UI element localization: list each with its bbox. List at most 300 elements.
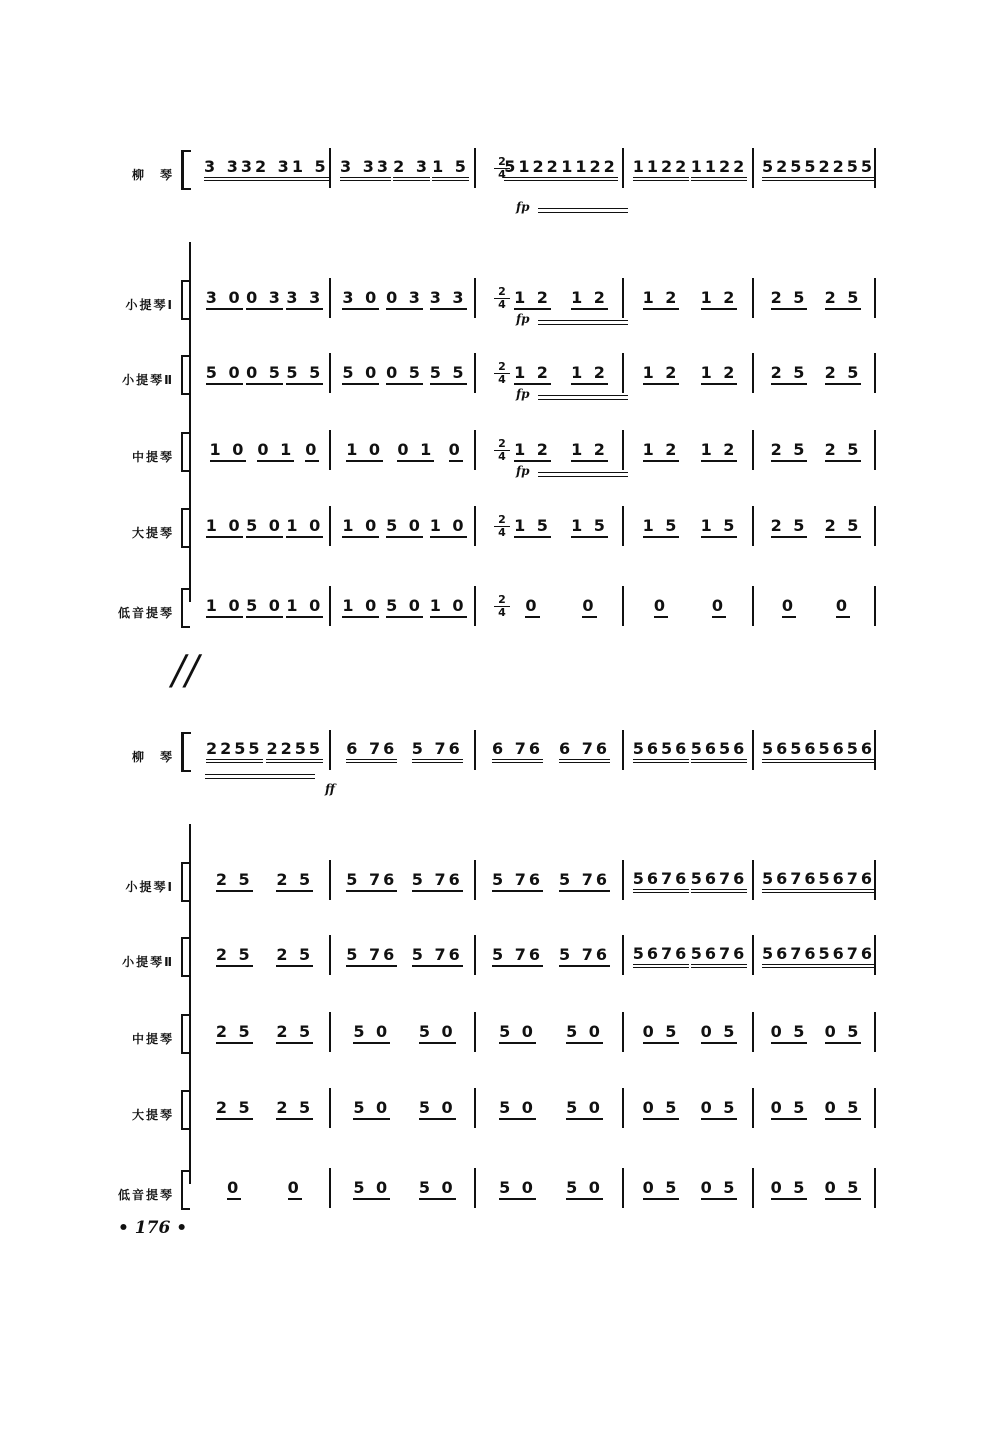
measure: [339, 1084, 470, 1134]
instrument-label: 柳 琴: [131, 750, 174, 764]
note-group: 0 5: [771, 1022, 808, 1044]
barline: [329, 506, 331, 546]
staff-bracket: [181, 150, 191, 190]
note-group: 1 2: [643, 440, 680, 462]
time-signature: [494, 438, 510, 463]
measure: [632, 349, 748, 399]
staff-row: [0, 842, 990, 902]
measure: [204, 349, 325, 399]
measure: [762, 931, 876, 981]
score-system-1: [0, 130, 990, 620]
note-group: 2 3: [255, 157, 292, 181]
barline: [752, 148, 754, 188]
barline: [752, 860, 754, 900]
measure: [484, 1084, 618, 1134]
barline: [622, 148, 624, 188]
instrument-label: 低音提琴: [117, 606, 174, 620]
note-group: 0: [525, 596, 539, 618]
note-group: 0 5: [701, 1178, 738, 1200]
time-signature: [494, 286, 510, 311]
note-group: 0: [582, 596, 596, 618]
note-group: 5676: [819, 944, 876, 968]
note-group: 5 0: [353, 1098, 390, 1120]
note-group: 5122: [504, 157, 561, 181]
note-group: 1122: [561, 157, 618, 181]
note-group: 5 0: [246, 516, 283, 538]
note-group: 3 33: [340, 157, 391, 181]
note-group: 1 5: [292, 157, 329, 181]
note-group: 2255: [266, 739, 323, 763]
score-system-2: [0, 712, 990, 1202]
note-group: 0 5: [246, 363, 283, 385]
note-group: 5656: [762, 739, 819, 763]
note-group: 5676: [819, 869, 876, 893]
note-group: 2 5: [276, 945, 313, 967]
barline: [474, 586, 476, 626]
note-group: 5 0: [566, 1098, 603, 1120]
time-signature-top: 2: [498, 513, 506, 526]
note-group: 5 0: [206, 363, 243, 385]
note-group: 2 5: [276, 870, 313, 892]
note-group: 0 5: [701, 1022, 738, 1044]
note-group: 5 76: [412, 739, 463, 763]
note-group: 1 5: [514, 516, 551, 538]
measure: [339, 1164, 470, 1214]
note-group: 1 2: [643, 288, 680, 310]
time-signature-bottom: 4: [494, 450, 510, 463]
staff-row: [0, 994, 990, 1054]
note-group: 5 5: [286, 363, 323, 385]
measure: [204, 426, 325, 476]
note-group: 5656: [633, 739, 690, 763]
barline: [752, 730, 754, 770]
staff-bracket: [181, 1170, 190, 1210]
barline: [329, 586, 331, 626]
note-group: 5 0: [499, 1098, 536, 1120]
measure: [339, 931, 470, 981]
note-group: 2 5: [276, 1022, 313, 1044]
measure: [762, 1008, 870, 1058]
note-group: 0 5: [701, 1098, 738, 1120]
note-group: 5 76: [412, 945, 463, 967]
note-group: 0: [305, 440, 319, 462]
note-group: 0: [836, 596, 850, 618]
barline: [329, 1012, 331, 1052]
staff-row: [0, 488, 990, 548]
staff-bracket: [181, 508, 190, 548]
staff-bracket: [181, 1090, 190, 1130]
note-group: 5 76: [559, 945, 610, 967]
crescendo-hairpin: [538, 320, 628, 325]
instrument-label: 柳 琴: [131, 168, 174, 182]
measure: [484, 1008, 618, 1058]
note-group: 5676: [691, 869, 748, 893]
barline: [329, 278, 331, 318]
note-group: 1 0: [342, 596, 379, 618]
time-signature: [494, 594, 510, 619]
instrument-label: 中提琴: [131, 450, 174, 464]
measure: [339, 349, 470, 399]
barline: [329, 935, 331, 975]
measure: [762, 144, 876, 194]
measure: [632, 1008, 748, 1058]
barline: [474, 278, 476, 318]
barline: [329, 730, 331, 770]
measure: [484, 856, 618, 906]
staff-bracket: [181, 937, 190, 977]
barline: [622, 730, 624, 770]
note-group: 5 0: [566, 1022, 603, 1044]
measure: [484, 1164, 618, 1214]
note-group: 0 5: [643, 1178, 680, 1200]
measure: [204, 502, 325, 552]
note-group: 1 2: [514, 363, 551, 385]
note-group: 5 0: [566, 1178, 603, 1200]
note-group: 5676: [691, 944, 748, 968]
barline: [329, 148, 331, 188]
barline: [474, 935, 476, 975]
staff-bracket: [181, 432, 190, 472]
crescendo-hairpin: [538, 472, 628, 477]
note-group: 5676: [633, 869, 690, 893]
note-group: 0 5: [771, 1098, 808, 1120]
measure: [504, 144, 618, 194]
note-group: 2 5: [825, 288, 862, 310]
note-group: 5 76: [492, 870, 543, 892]
note-group: 1 2: [643, 363, 680, 385]
measure: [339, 274, 470, 324]
barline: [752, 430, 754, 470]
note-group: 1 0: [210, 440, 247, 462]
measure: [504, 502, 618, 552]
note-group: 1 2: [571, 440, 608, 462]
time-signature-bottom: 4: [494, 168, 510, 181]
measure: [504, 582, 618, 632]
time-signature: [494, 361, 510, 386]
barline: [752, 353, 754, 393]
measure: [204, 931, 325, 981]
note-group: 0 5: [643, 1098, 680, 1120]
barline: [874, 353, 876, 393]
staff-bracket: [181, 355, 190, 395]
note-group: 1 2: [701, 440, 738, 462]
note-group: 5676: [762, 944, 819, 968]
note-group: 5 0: [499, 1022, 536, 1044]
note-group: 1 2: [514, 440, 551, 462]
staff-row: [0, 1150, 990, 1210]
note-group: 0: [288, 1178, 302, 1200]
note-group: 2 5: [216, 1022, 253, 1044]
staff-row: [0, 917, 990, 977]
staff-bracket: [181, 862, 190, 902]
barline: [752, 506, 754, 546]
measure: [762, 856, 876, 906]
note-group: 5 76: [346, 870, 397, 892]
barline: [474, 430, 476, 470]
note-group: 1 5: [643, 516, 680, 538]
note-group: 5656: [691, 739, 748, 763]
measure: [762, 582, 870, 632]
time-signature-bottom: 4: [494, 373, 510, 386]
note-group: 2 5: [216, 870, 253, 892]
measure: [632, 1084, 748, 1134]
measure: [632, 582, 748, 632]
note-group: 6 76: [559, 739, 610, 763]
instrument-label: 大提琴: [131, 1108, 174, 1122]
note-group: 5 76: [492, 945, 543, 967]
note-group: 5 0: [419, 1098, 456, 1120]
time-signature-top: 2: [498, 285, 506, 298]
staff-row: [0, 335, 990, 401]
dynamic-ff: ff: [325, 782, 335, 796]
instrument-label: 小提琴Ⅰ: [125, 298, 174, 312]
barline: [329, 353, 331, 393]
barline: [622, 430, 624, 470]
barline: [874, 1168, 876, 1208]
measure: [204, 144, 329, 194]
instrument-label: 中提琴: [131, 1032, 174, 1046]
barline: [474, 860, 476, 900]
staff-row: [0, 568, 990, 628]
barline: [752, 1012, 754, 1052]
measure: [762, 1164, 870, 1214]
note-group: 5 0: [353, 1022, 390, 1044]
measure: [762, 426, 870, 476]
note-group: 5 76: [559, 870, 610, 892]
note-group: 1 0: [206, 596, 243, 618]
note-group: 3 0: [342, 288, 379, 310]
note-group: 1 0: [346, 440, 383, 462]
note-group: 1 0: [430, 516, 467, 538]
instrument-label: 低音提琴: [117, 1188, 174, 1202]
note-group: 2 5: [825, 440, 862, 462]
measure: [632, 274, 748, 324]
note-group: 3 3: [286, 288, 323, 310]
staff-row: [0, 1070, 990, 1130]
note-group: 6 76: [492, 739, 543, 763]
crescendo-hairpin: [205, 774, 315, 779]
note-group: 1 0: [430, 596, 467, 618]
crescendo-hairpin: [538, 395, 628, 400]
note-group: 5 76: [412, 870, 463, 892]
note-group: 5 0: [386, 516, 423, 538]
time-signature-top: 2: [498, 360, 506, 373]
barline: [474, 353, 476, 393]
note-group: 0 1: [257, 440, 294, 462]
note-group: 1 2: [701, 363, 738, 385]
note-group: 5 0: [353, 1178, 390, 1200]
measure: [762, 502, 870, 552]
note-group: 0: [782, 596, 796, 618]
barline: [622, 935, 624, 975]
note-group: 1 0: [342, 516, 379, 538]
barline: [474, 1012, 476, 1052]
barline: [752, 278, 754, 318]
measure: [484, 931, 618, 981]
note-group: 1122: [633, 157, 690, 181]
note-group: 2255: [819, 157, 876, 181]
note-group: 3 0: [206, 288, 243, 310]
barline: [622, 353, 624, 393]
barline: [474, 730, 476, 770]
staff-bracket: [181, 588, 190, 628]
note-group: 5676: [633, 944, 690, 968]
measure: [339, 502, 470, 552]
note-group: 0: [449, 440, 463, 462]
staff-row: [0, 712, 990, 796]
barline: [752, 1168, 754, 1208]
barline: [474, 1168, 476, 1208]
measure: [339, 582, 470, 632]
note-group: 5676: [762, 869, 819, 893]
note-group: 2255: [206, 739, 263, 763]
measure: [632, 144, 748, 194]
measure: [339, 426, 470, 476]
measure: [632, 1164, 748, 1214]
measure: [632, 931, 748, 981]
measure: [632, 726, 748, 776]
time-signature: [494, 514, 510, 539]
note-group: 0 3: [386, 288, 423, 310]
note-group: 5255: [762, 157, 819, 181]
note-group: 1 0: [286, 596, 323, 618]
barline: [622, 586, 624, 626]
measure: [339, 144, 470, 194]
note-group: 0 5: [825, 1178, 862, 1200]
note-group: 6 76: [346, 739, 397, 763]
note-group: 0 5: [386, 363, 423, 385]
note-group: 1 2: [571, 363, 608, 385]
dynamic-fp: fp: [516, 200, 530, 214]
measure: [632, 426, 748, 476]
note-group: 0: [227, 1178, 241, 1200]
note-group: 2 5: [825, 363, 862, 385]
note-group: 1 5: [432, 157, 469, 181]
barline: [329, 1088, 331, 1128]
time-signature-bottom: 4: [494, 526, 510, 539]
note-group: 0 5: [825, 1098, 862, 1120]
measure: [484, 726, 618, 776]
note-group: 1 0: [206, 516, 243, 538]
dynamic-fp: fp: [516, 387, 530, 401]
note-group: 0: [712, 596, 726, 618]
instrument-label: 小提琴Ⅱ: [122, 373, 174, 387]
barline: [752, 586, 754, 626]
measure: [204, 1164, 325, 1214]
measure: [339, 726, 470, 776]
staff-bracket: [181, 732, 191, 772]
note-group: 2 5: [771, 516, 808, 538]
note-group: 0 1: [397, 440, 434, 462]
measure: [204, 274, 325, 324]
measure: [204, 1008, 325, 1058]
note-group: 2 5: [771, 440, 808, 462]
note-group: 2 5: [771, 288, 808, 310]
note-group: 0 5: [825, 1022, 862, 1044]
barline: [752, 935, 754, 975]
time-signature-bottom: 4: [494, 298, 510, 311]
barline: [622, 1012, 624, 1052]
note-group: 1 2: [571, 288, 608, 310]
note-group: 2 5: [771, 363, 808, 385]
barline: [752, 1088, 754, 1128]
barline: [622, 278, 624, 318]
note-group: 5 0: [499, 1178, 536, 1200]
instrument-label: 大提琴: [131, 526, 174, 540]
staff-bracket: [181, 280, 190, 320]
time-signature-bottom: 4: [494, 606, 510, 619]
note-group: 1 0: [286, 516, 323, 538]
time-signature-top: 2: [498, 437, 506, 450]
measure: [762, 1084, 870, 1134]
barline: [874, 506, 876, 546]
staff-row: [0, 260, 990, 326]
page-number: • 176 •: [118, 1218, 188, 1238]
note-group: 1 5: [701, 516, 738, 538]
measure: [204, 1084, 325, 1134]
note-group: 1 2: [514, 288, 551, 310]
note-group: 5 5: [430, 363, 467, 385]
note-group: 5 0: [342, 363, 379, 385]
note-group: 0 3: [246, 288, 283, 310]
barline: [874, 586, 876, 626]
note-group: 2 3: [393, 157, 430, 181]
barline: [622, 1088, 624, 1128]
barline: [622, 860, 624, 900]
measure: [632, 856, 748, 906]
barline: [622, 506, 624, 546]
barline: [474, 1088, 476, 1128]
barline: [474, 506, 476, 546]
staff-row: [0, 130, 990, 214]
note-group: 0 5: [643, 1022, 680, 1044]
instrument-label: 小提琴Ⅱ: [122, 955, 174, 969]
barline: [874, 278, 876, 318]
note-group: 5 76: [346, 945, 397, 967]
barline: [329, 860, 331, 900]
note-group: 0: [654, 596, 668, 618]
section-divider-mark: //: [172, 648, 199, 694]
note-group: 3 3: [430, 288, 467, 310]
note-group: 2 5: [216, 1098, 253, 1120]
time-signature: [494, 156, 510, 181]
measure: [339, 1008, 470, 1058]
note-group: 5 0: [419, 1178, 456, 1200]
crescendo-hairpin: [538, 208, 628, 213]
note-group: 5656: [819, 739, 876, 763]
staff-row: [0, 412, 990, 478]
note-group: 2 5: [216, 945, 253, 967]
measure: [632, 502, 748, 552]
measure: [204, 856, 325, 906]
staff-bracket: [181, 1014, 190, 1054]
note-group: 1122: [691, 157, 748, 181]
barline: [329, 1168, 331, 1208]
barline: [622, 1168, 624, 1208]
note-group: 2 5: [825, 516, 862, 538]
measure: [762, 726, 876, 776]
note-group: 3 33: [204, 157, 255, 181]
measure: [762, 274, 870, 324]
instrument-label: 小提琴Ⅰ: [125, 880, 174, 894]
barline: [474, 148, 476, 188]
note-group: 1 5: [571, 516, 608, 538]
barline: [874, 1088, 876, 1128]
time-signature-top: 2: [498, 155, 506, 168]
note-group: 5 0: [386, 596, 423, 618]
measure: [762, 349, 870, 399]
time-signature-top: 2: [498, 593, 506, 606]
